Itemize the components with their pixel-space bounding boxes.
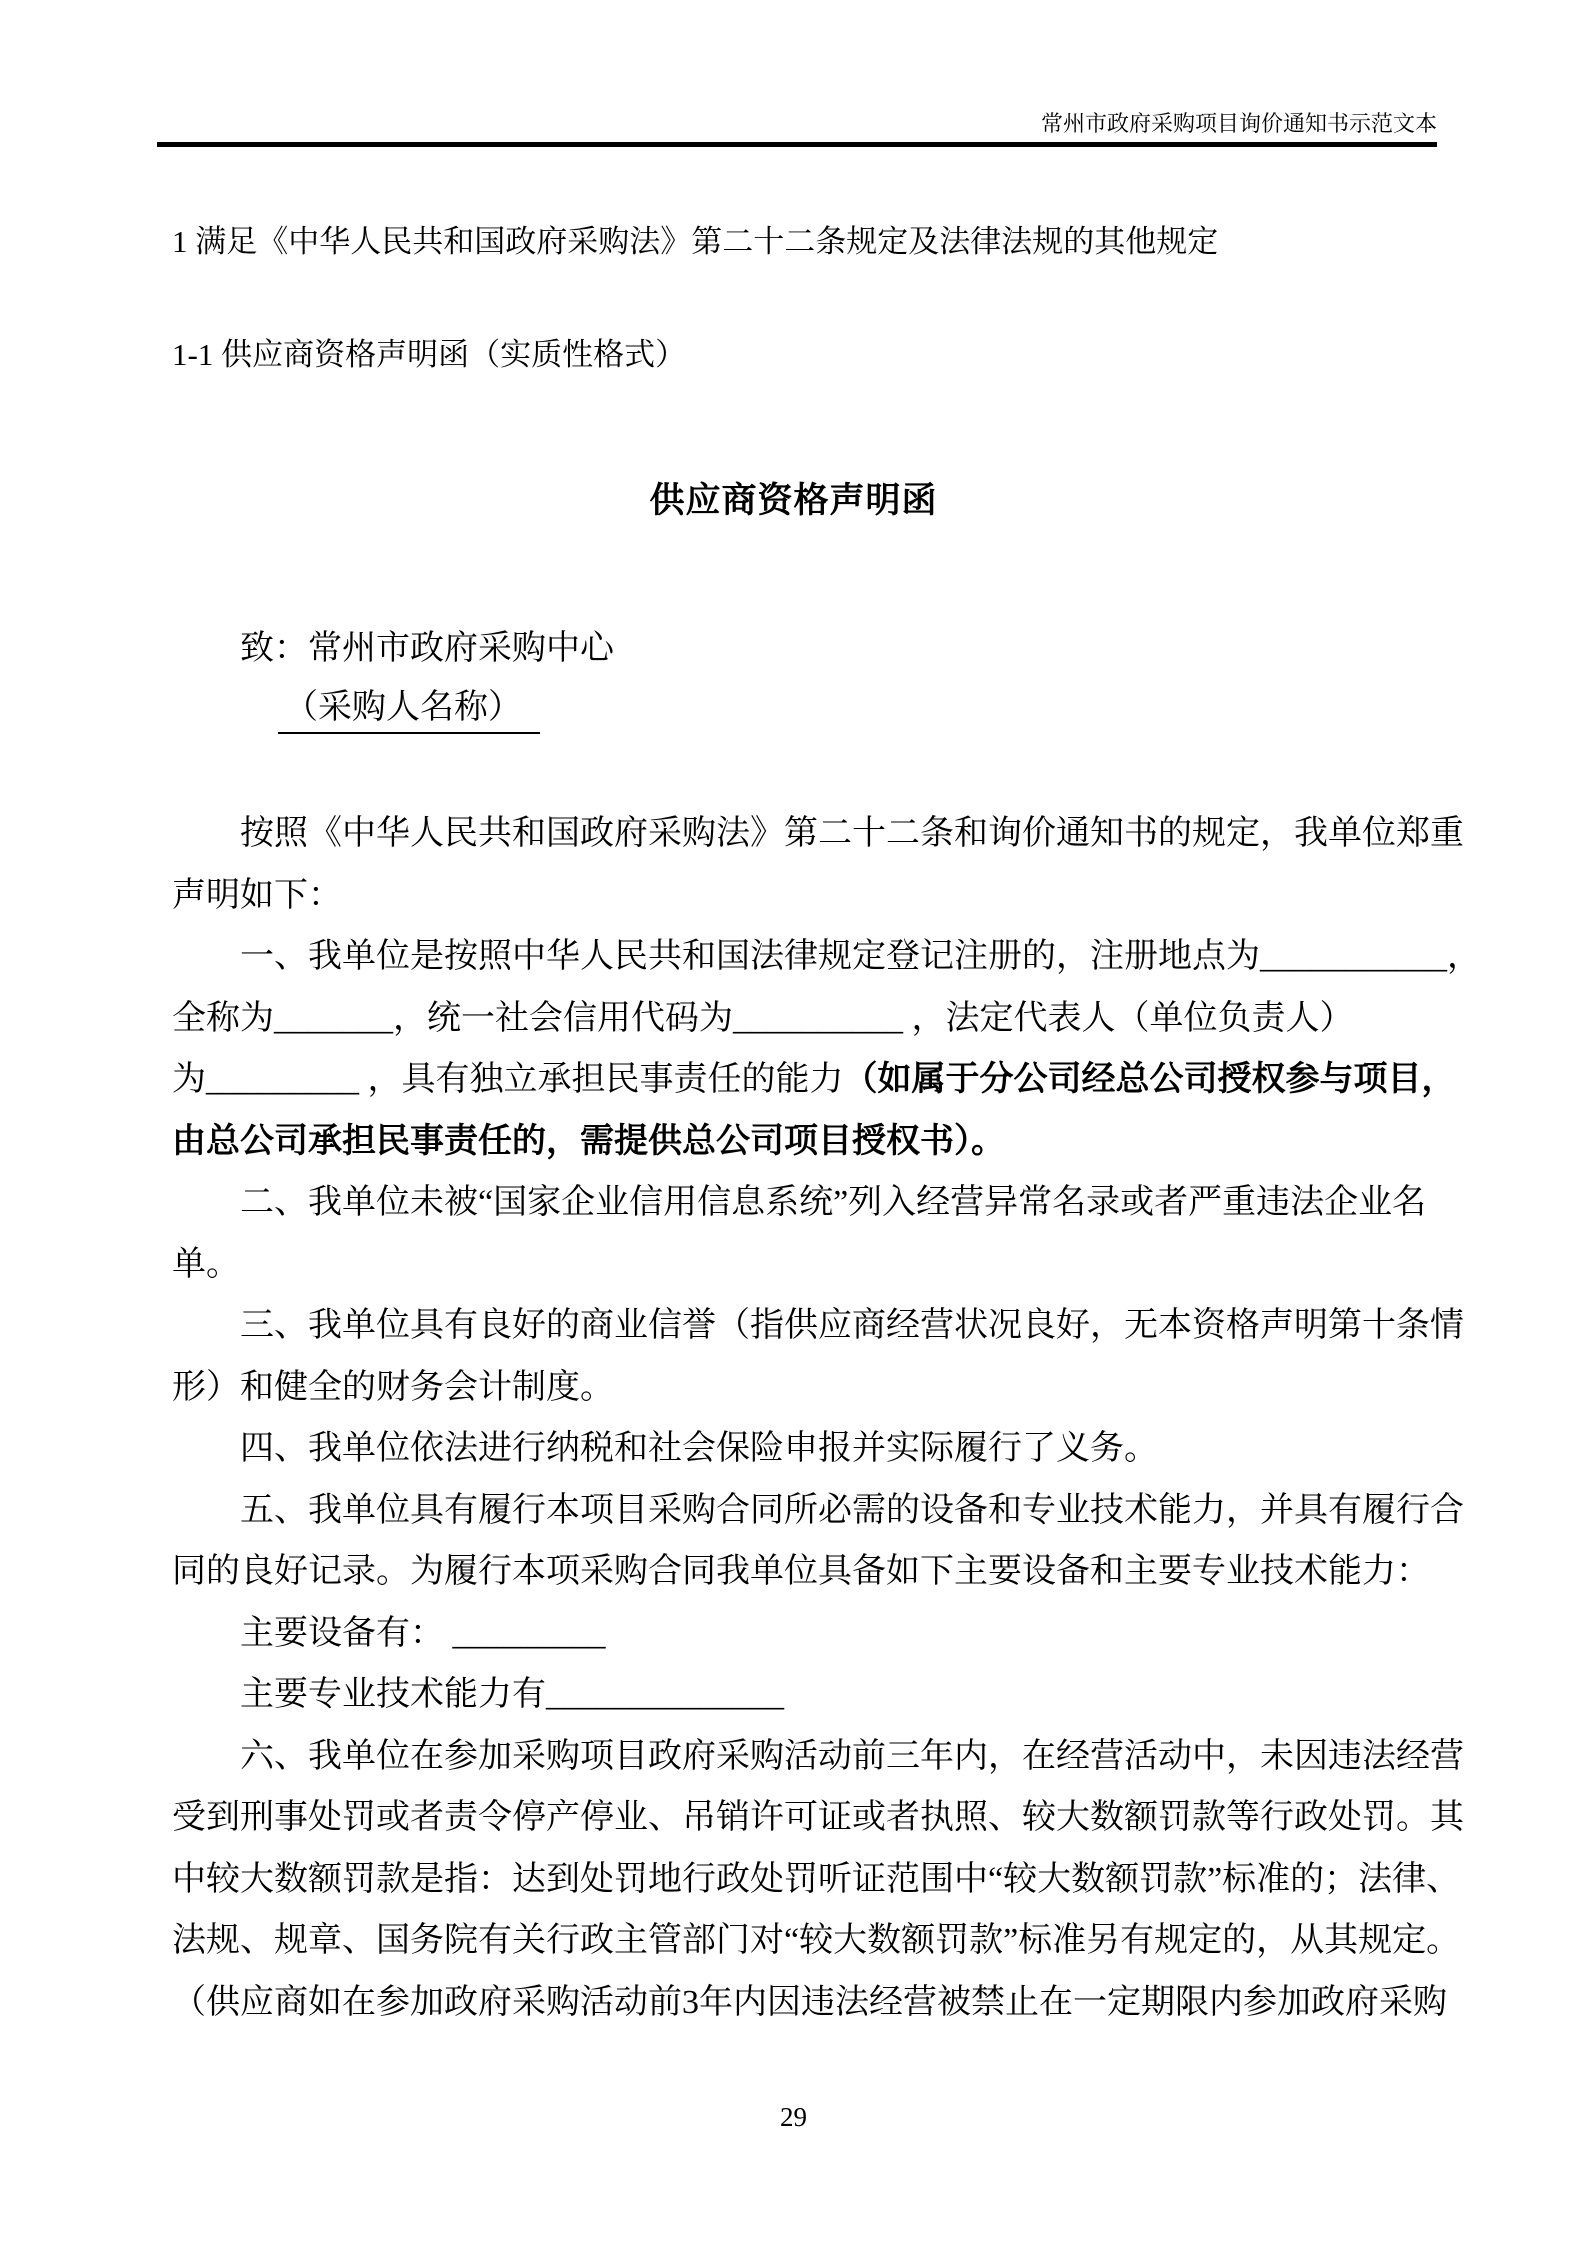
body-line bbox=[172, 1357, 1434, 1419]
body-run: 为_________ ，具有独立承担民事责任的能力 bbox=[172, 1061, 844, 1098]
body-run: 四、我单位依法进行纳税和社会保险申报并实际履行了义务。 bbox=[240, 1430, 1158, 1467]
body-run: 一、我单位是按照中华人民共和国法律规定登记注册的，注册地点为___________， bbox=[240, 938, 1481, 975]
body-line bbox=[172, 1972, 1447, 2034]
body-line bbox=[172, 1664, 1434, 1726]
body-run: 同的良好记录。为履行本项采购合同我单位具备如下主要设备和主要专业技术能力： bbox=[172, 1553, 1430, 1590]
body-run: 主要设备有： _________ bbox=[240, 1614, 606, 1652]
body-run: 形）和健全的财务会计制度。 bbox=[172, 1368, 614, 1406]
body-run: 中较大数额罚款是指：达到处罚地行政处罚听证范围中“较大数额罚款”标准的；法律、 bbox=[172, 1860, 1461, 1898]
body-line bbox=[172, 1541, 1434, 1603]
body-run: 受到刑事处罚或者责令停产停业、吊销许可证或者执照、较大数额罚款等行政处罚。其 bbox=[172, 1799, 1464, 1836]
body-run-bold: 由总公司承担民事责任的，需提供总公司项目授权书）。 bbox=[172, 1122, 1005, 1160]
body-run-bold: （如属于分公司经总公司授权参与项目， bbox=[843, 1061, 1456, 1098]
body-line bbox=[172, 1603, 1434, 1665]
header-title: 常州市政府采购项目询价通知书示范文本 bbox=[1040, 111, 1437, 136]
body-run: 三、我单位具有良好的商业信誉（指供应商经营状况良好，无本资格声明第十条情 bbox=[240, 1307, 1464, 1344]
buyer-name-label bbox=[278, 686, 540, 734]
body-run: 主要专业技术能力有______________ bbox=[240, 1676, 784, 1713]
body-line bbox=[172, 1049, 1456, 1111]
section-heading: 1 满足《中华人民共和国政府采购法》第二十二条规定及法律法规的其他规定 bbox=[172, 224, 1219, 259]
body-line bbox=[172, 1480, 1464, 1542]
subsection-heading: 1-1 供应商资格声明函（实质性格式） bbox=[172, 337, 687, 372]
body-line bbox=[172, 1787, 1464, 1849]
page-header bbox=[157, 110, 1437, 147]
body-line bbox=[172, 1849, 1461, 1911]
body-run: 按照《中华人民共和国政府采购法》第二十二条和询价通知书的规定，我单位郑重 bbox=[240, 815, 1464, 852]
body-line bbox=[172, 926, 1481, 988]
body-line bbox=[172, 1111, 1434, 1173]
salutation-to: 致：常州市政府采购中心 bbox=[240, 630, 614, 667]
body-run: 全称为_______，统一社会信用代码为__________ ，法定代表人（单位负责人） bbox=[172, 999, 1354, 1037]
body-run: 二、我单位未被“国家企业信用信息系统”列入经营异常名录或者严重违法企业名 bbox=[240, 1184, 1427, 1221]
body-line bbox=[172, 1418, 1434, 1480]
body-line bbox=[172, 988, 1434, 1050]
body-text bbox=[172, 803, 1481, 2033]
body-line bbox=[172, 1295, 1464, 1357]
body-line bbox=[172, 865, 1434, 927]
body-run: 声明如下： bbox=[172, 876, 342, 914]
page-number: 29 bbox=[780, 2102, 807, 2132]
body-line bbox=[172, 1234, 1434, 1296]
document-title: 供应商资格声明函 bbox=[649, 481, 938, 520]
body-run: 法规、规章、国务院有关行政主管部门对“较大数额罚款”标准另有规定的，从其规定。 bbox=[172, 1922, 1461, 1959]
body-line bbox=[172, 1910, 1461, 1972]
body-line bbox=[172, 1172, 1434, 1234]
body-line bbox=[172, 803, 1464, 865]
body-run: 五、我单位具有履行本项目采购合同所必需的设备和专业技术能力，并具有履行合 bbox=[240, 1491, 1464, 1529]
body-run: 六、我单位在参加采购项目政府采购活动前三年内，在经营活动中，未因违法经营 bbox=[240, 1737, 1464, 1775]
body-run: （供应商如在参加政府采购活动前3年内因违法经营被禁止在一定期限内参加政府采购 bbox=[172, 1983, 1447, 2021]
body-run: 单。 bbox=[172, 1245, 240, 1283]
body-line bbox=[172, 1726, 1464, 1788]
buyer-name-underline: （采购人名称） bbox=[278, 686, 540, 734]
